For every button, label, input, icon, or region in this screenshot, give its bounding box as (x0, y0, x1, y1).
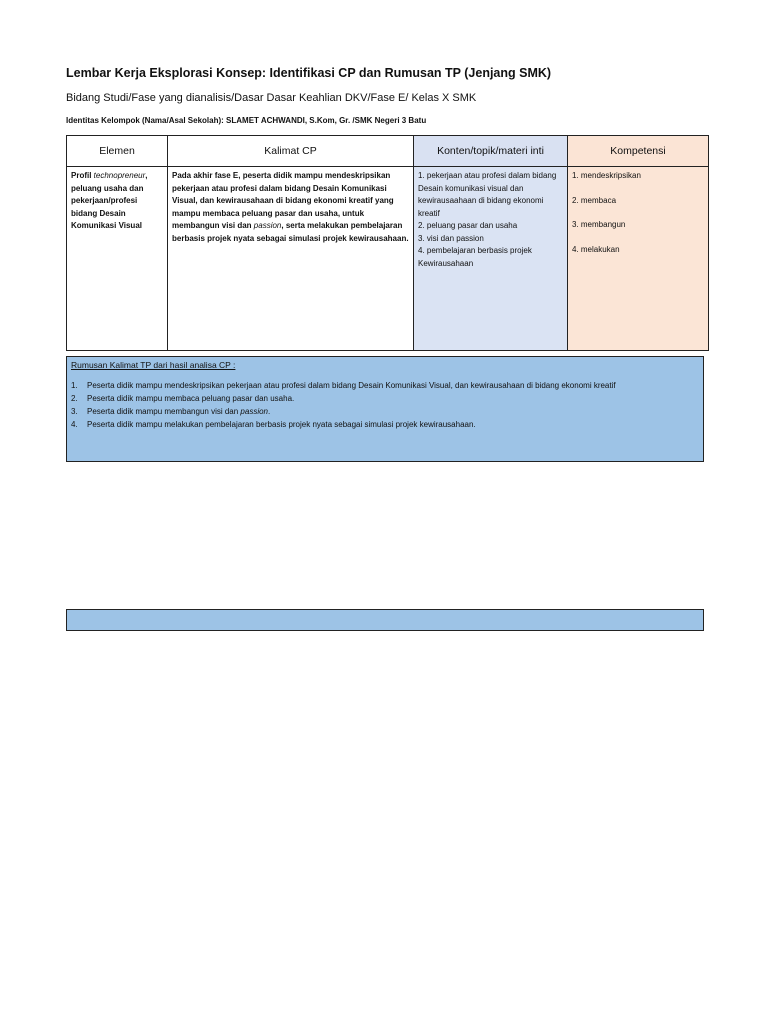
list-item (71, 405, 616, 418)
header-elemen: Elemen (67, 136, 168, 167)
worksheet-title: Lembar Kerja Eksplorasi Konsep: Identifikasi CP dan Rumusan TP (Jenjang SMK) (66, 66, 552, 80)
table-header-row (67, 136, 709, 167)
kompetensi-item: 4. melakukan (572, 244, 620, 254)
tp-item-text-wrap (87, 405, 270, 418)
tp-item-text: Peserta didik mampu melakukan pembelajaran berbasis projek nyata sebagai simulasi projek kewirausahaan. (87, 420, 476, 429)
header-kalimat-cp: Kalimat CP (168, 136, 414, 167)
konten-item: 1. pekerjaan atau profesi dalam bidang Desain komunikasi visual dan kewirausaahaan di bidang ekonomi kreatif (418, 171, 557, 218)
tp-item-text: Peserta didik mampu mendeskripsikan pekerjaan atau profesi dalam bidang Desain Komunikasi Visual, dan kewirausahaan di bidang ekonomi kreatif (87, 381, 616, 390)
elemen-cell (67, 167, 168, 351)
tp-item-tail: . (268, 407, 271, 416)
header-konten: Konten/topik/materi inti (414, 136, 568, 167)
kalimat-cp-italic: passion (253, 221, 282, 230)
worksheet-subtitle: Bidang Studi/Fase yang dianalisis/Dasar Dasar Keahlian DKV/Fase E/ Kelas X SMK (66, 92, 477, 104)
elemen-text-part2: , peluang usaha dan pekerjaan/profesi bidang Desain Komunikasi Visual (71, 171, 148, 230)
empty-blue-box (66, 609, 704, 631)
kompetensi-cell (568, 167, 709, 351)
kalimat-cp-part1: Pada akhir fase E, peserta didik mampu mendeskripsikan pekerjaan atau profesi dalam bidang Desain Komunikasi Visual, dan kewirausahaan di bidang ekonomi kreatif yang mampu membaca peluang pasar dan usaha, untuk membangun visi dan (172, 171, 394, 230)
kalimat-cp-part2: , serta melakukan pembelajaran berbasis projek nyata sebagai simulasi projek kewirausahaan. (172, 221, 409, 243)
cp-analysis-table (66, 135, 709, 351)
elemen-text-italic: technopreneur (93, 171, 146, 180)
elemen-text-part1: Profil (71, 171, 94, 180)
konten-item: 3. visi dan passion (418, 233, 484, 243)
tp-item-number: 3. (71, 407, 78, 416)
group-identity: Identitas Kelompok (Nama/Asal Sekolah): SLAMET ACHWANDI, S.Kom, Gr. /SMK Negeri 3 Batu (66, 116, 427, 125)
konten-cell (414, 167, 568, 351)
tp-item-text: Peserta didik mampu membangun visi dan (87, 407, 241, 416)
list-item (71, 418, 616, 431)
tp-formulation-box (66, 356, 704, 462)
tp-list (71, 379, 616, 431)
tp-heading: Rumusan Kalimat TP dari hasil analisa CP : (71, 360, 236, 370)
tp-item-number: 1. (71, 381, 78, 390)
tp-item-italic: passion (240, 407, 268, 416)
konten-item: 4. pembelajaran berbasis projek Kewirausahaan (418, 246, 532, 268)
tp-item-text: Peserta didik mampu membaca peluang pasar dan usaha. (87, 394, 295, 403)
header-kompetensi: Kompetensi (568, 136, 709, 167)
kompetensi-item: 2. membaca (572, 195, 617, 205)
konten-item: 2. peluang pasar dan usaha (418, 221, 518, 230)
list-item (71, 392, 616, 405)
list-item (71, 379, 616, 392)
kompetensi-item: 3. membangun (572, 220, 626, 229)
tp-item-number: 4. (71, 420, 78, 429)
kalimat-cp-cell (168, 167, 414, 351)
table-row (67, 167, 709, 351)
kompetensi-item: 1. mendeskripsikan (572, 171, 641, 180)
tp-item-number: 2. (71, 394, 78, 403)
